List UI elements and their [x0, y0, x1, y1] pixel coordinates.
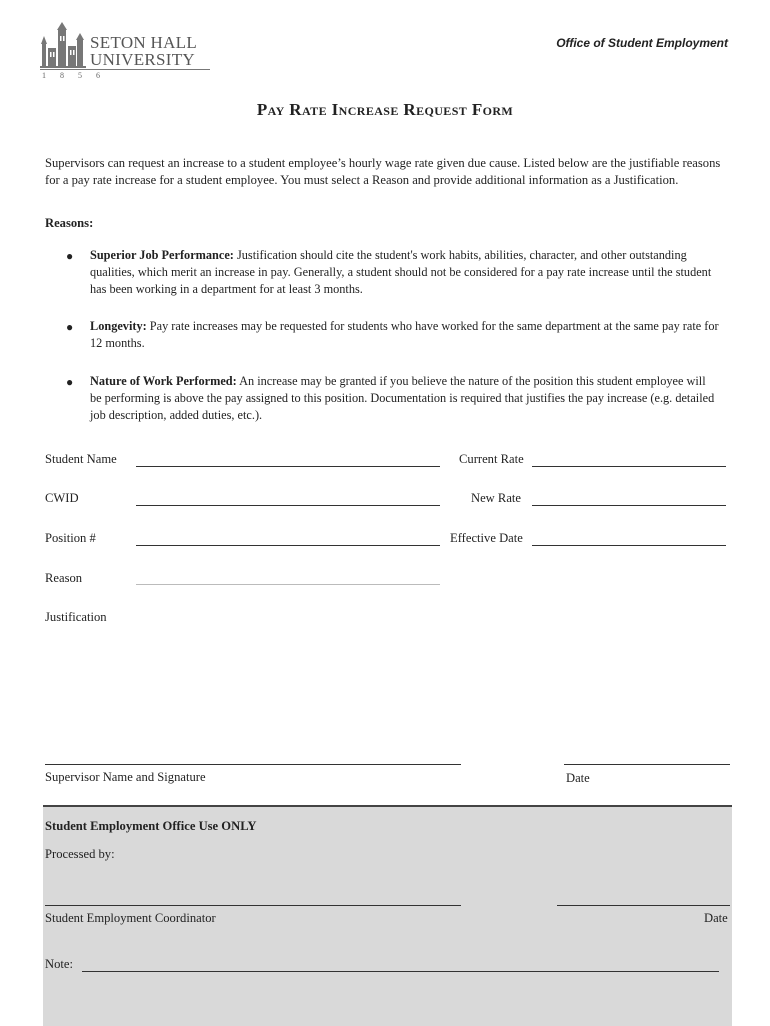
current-rate-field[interactable]: [532, 466, 726, 467]
reason-label: Reason: [45, 571, 83, 585]
justification-label: Justification: [45, 610, 107, 624]
coordinator-label: Student Employment Coordinator: [45, 911, 216, 925]
supervisor-signature-label: Supervisor Name and Signature: [45, 770, 206, 784]
supervisor-signature-field[interactable]: [45, 764, 461, 765]
form-title: Pay Rate Increase Request Form: [256, 100, 514, 119]
reason-item: [90, 373, 720, 424]
bullet-icon: ●: [66, 249, 74, 263]
reason-text: An increase may be granted if you believe the nature of the position this student employee will be performing is above the pay assigned to this position. Documentation is required that justifies the pay increase (e.g. detailed job description, added duties, etc.).: [90, 374, 715, 422]
logo-wordmark: [90, 34, 197, 68]
logo-year: 1856: [42, 71, 114, 80]
reason-item: [90, 318, 720, 352]
reasons-heading: Reasons:: [45, 216, 94, 230]
supervisor-date-field[interactable]: [564, 764, 730, 765]
reason-text: Pay rate increases may be requested for students who have worked for the same department at the same pay rate for 12 months.: [90, 319, 719, 350]
logo-line-2: UNIVERSITY: [90, 50, 195, 69]
new-rate-field[interactable]: [532, 505, 726, 506]
bullet-icon: ●: [66, 320, 74, 334]
logo-line-1: SETON HALL: [90, 33, 198, 52]
justification-field[interactable]: [136, 608, 726, 748]
office-date-label: Date: [704, 911, 728, 925]
processed-by-label: Processed by:: [45, 847, 115, 861]
intro-paragraph: Supervisors can request an increase to a student employee’s hourly wage rate given due cause. Listed below are the justifiable reasons for a pay rate increase for a student employee. You must select a Reason and provide additional information as a Justification.: [45, 156, 721, 187]
current-rate-label: Current Rate: [459, 452, 524, 466]
note-label: Note:: [45, 957, 73, 971]
coordinator-signature-field[interactable]: [45, 905, 461, 906]
student-name-label: Student Name: [45, 452, 117, 466]
office-date-field[interactable]: [557, 905, 730, 906]
bullet-icon: ●: [66, 375, 74, 389]
student-name-field[interactable]: [136, 466, 440, 467]
note-field[interactable]: [82, 971, 719, 972]
supervisor-date-label: Date: [566, 771, 590, 785]
position-label: Position #: [45, 531, 96, 545]
position-field[interactable]: [136, 545, 440, 546]
office-use-heading: Student Employment Office Use ONLY: [45, 819, 257, 833]
reason-select[interactable]: [136, 584, 440, 585]
cwid-label: CWID: [45, 491, 79, 505]
office-name: Office of Student Employment: [556, 36, 728, 50]
reason-text: Justification should cite the student's work habits, abilities, character, and other outstanding qualities, which merit an increase in pay. Generally, a student should not be considered for a pay rate increase until the student has been working in a department for at least 3 months.: [90, 248, 712, 296]
cwid-field[interactable]: [136, 505, 440, 506]
new-rate-label: New Rate: [471, 491, 522, 505]
effective-date-label: Effective Date: [450, 531, 523, 545]
reason-term: Nature of Work Performed:: [90, 374, 237, 388]
reason-term: Superior Job Performance:: [90, 248, 234, 262]
reason-term: Longevity:: [90, 319, 147, 333]
reason-item: [90, 247, 720, 298]
effective-date-field[interactable]: [532, 545, 726, 546]
